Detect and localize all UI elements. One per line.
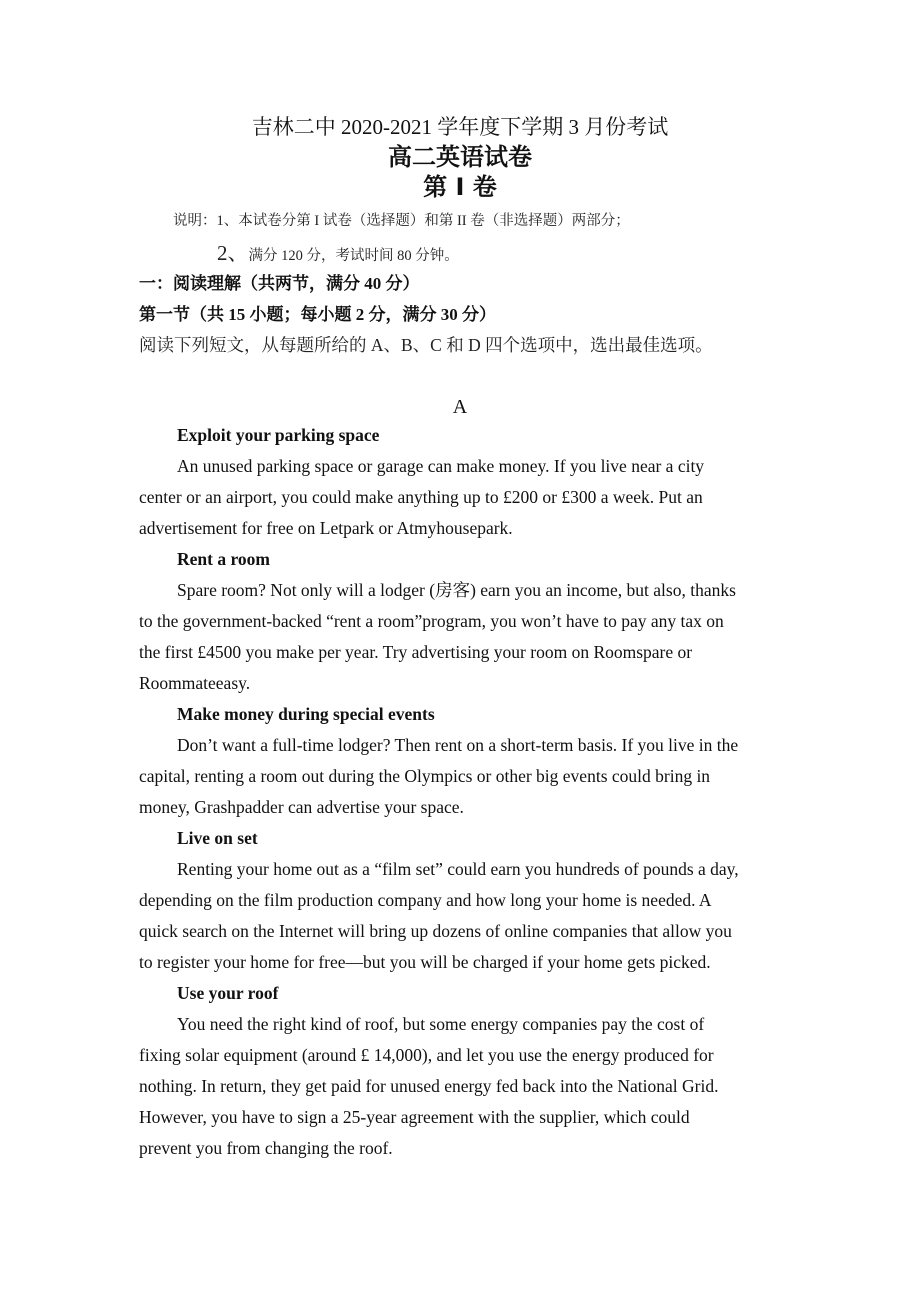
paper-title: 高二英语试卷 <box>388 143 532 171</box>
paragraph-line: prevent you from changing the roof. <box>139 1138 393 1158</box>
exam-note-2-text: 满分 120 分，考试时间 80 分钟。 <box>248 248 459 264</box>
exam-note-2-number: 2、 <box>217 241 249 265</box>
paragraph-line: to the government-backed “rent a room”program, you won’t have to pay any tax on <box>139 611 724 631</box>
paragraph-line: money, Grashpadder can advertise your space. <box>139 797 464 817</box>
item-heading-use-roof: Use your roof <box>177 983 279 1003</box>
paragraph-line: Don’t want a full-time lodger? Then rent on a short-term basis. If you live in the <box>177 735 739 755</box>
section-one-heading: 第一节（共 15 小题；每小题 2 分，满分 30 分） <box>139 305 496 324</box>
paragraph-line: An unused parking space or garage can make money. If you live near a city <box>177 456 705 476</box>
paragraph-line: fixing solar equipment (around £ 14,000), and let you use the energy produced for <box>139 1045 714 1065</box>
item-heading-special-events: Make money during special events <box>177 704 435 724</box>
passage-label: A <box>452 396 468 418</box>
paragraph-line: depending on the film production company and how long your home is needed. A <box>139 890 712 910</box>
item-heading-parking: Exploit your parking space <box>177 425 380 445</box>
paragraph-line: the first £4500 you make per year. Try advertising your room on Roomspare or <box>139 642 693 662</box>
item-heading-live-on-set: Live on set <box>177 828 258 848</box>
exam-note-2 <box>217 243 459 264</box>
paragraph-line: capital, renting a room out during the Olympics or other big events could bring in <box>139 766 711 786</box>
paragraph-line: advertisement for free on Letpark or Atmyhousepark. <box>139 518 513 538</box>
paragraph-line: Roommateeasy. <box>139 673 251 693</box>
paragraph-line: center or an airport, you could make anything up to £200 or £300 a week. Put an <box>139 487 703 507</box>
paragraph-line: You need the right kind of roof, but some energy companies pay the cost of <box>177 1014 705 1034</box>
paragraph-line: nothing. In return, they get paid for unused energy fed back into the National Grid. <box>139 1076 719 1096</box>
reading-instruction: 阅读下列短文，从每题所给的 A、B、C 和 D 四个选项中，选出最佳选项。 <box>139 335 713 355</box>
paragraph-line: Renting your home out as a “film set” could earn you hundreds of pounds a day, <box>177 859 739 879</box>
paragraph-line: Spare room? Not only will a lodger (房客) earn you an income, but also, thanks <box>177 580 736 600</box>
volume-title: 第 I 卷 <box>423 173 497 201</box>
part-one-heading: 一：阅读理解（共两节，满分 40 分） <box>139 274 420 293</box>
paragraph-line: quick search on the Internet will bring up dozens of online companies that allow you <box>139 921 732 941</box>
paragraph-line: However, you have to sign a 25-year agreement with the supplier, which could <box>139 1107 690 1127</box>
school-exam-line: 吉林二中 2020-2021 学年度下学期 3 月份考试 <box>251 115 669 139</box>
item-heading-rent-room: Rent a room <box>177 549 270 569</box>
exam-note-1: 说明：1、本试卷分第 I 试卷（选择题）和第 II 卷（非选择题）两部分； <box>173 213 630 229</box>
paragraph-line: to register your home for free—but you will be charged if your home gets picked. <box>139 952 711 972</box>
